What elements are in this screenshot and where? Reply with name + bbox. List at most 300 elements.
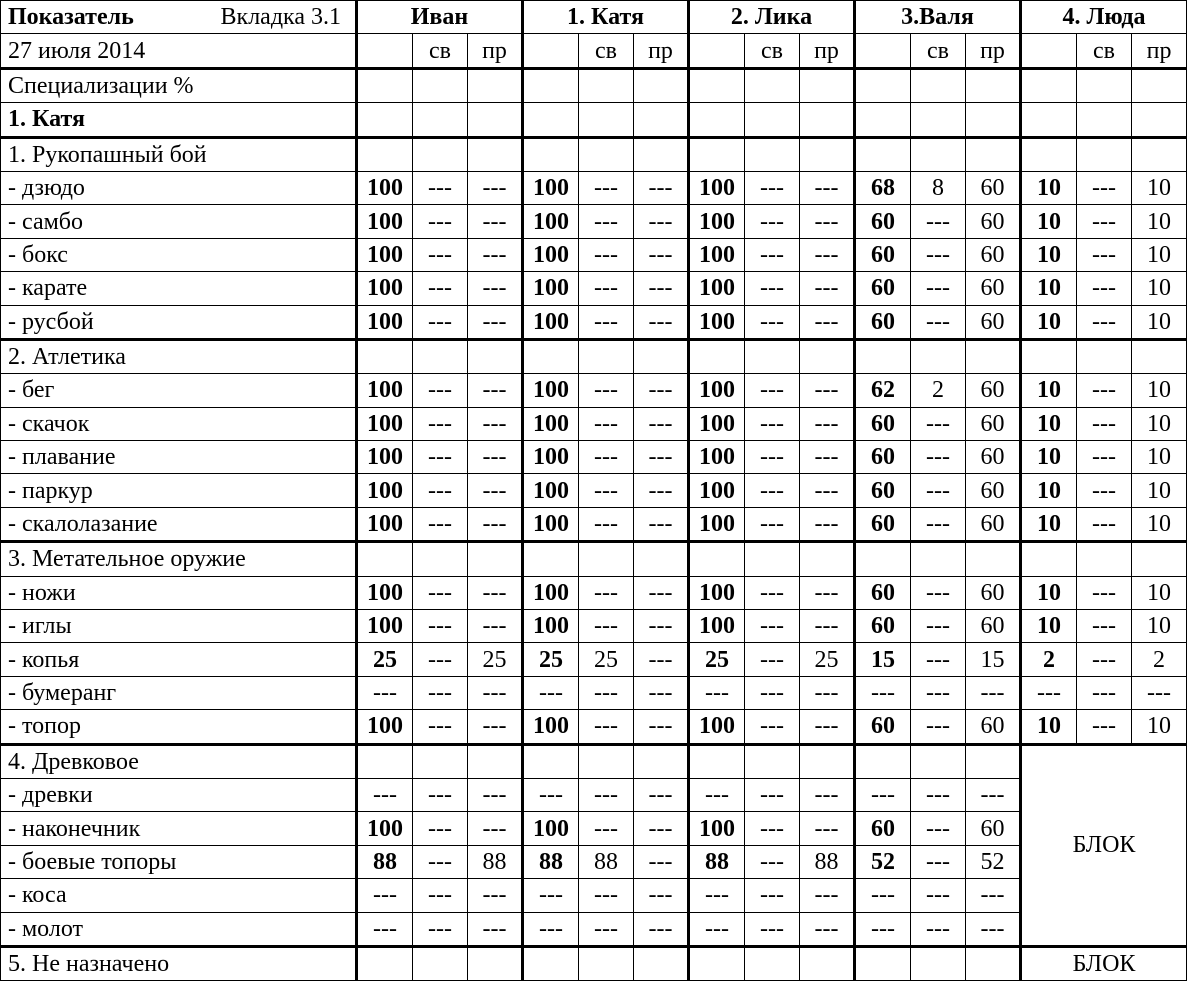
value-cell: --- [468,610,523,643]
value-cell [855,103,911,137]
subheader-blank [523,34,579,68]
value-cell: 10 [1021,710,1077,744]
value-cell: 88 [800,845,855,878]
value-cell: --- [800,879,855,912]
value-cell: --- [911,845,966,878]
value-cell: 60 [855,474,911,507]
value-cell [911,744,966,778]
value-cell: --- [745,374,800,407]
value-cell: --- [468,272,523,305]
row-label: - дзюдо [1,171,357,204]
value-cell: --- [413,305,468,339]
value-cell: --- [579,710,634,744]
value-cell: 100 [357,610,413,643]
value-cell: 100 [523,507,579,541]
value-cell: --- [1077,676,1132,709]
value-cell: --- [911,407,966,440]
value-cell: 10 [1132,374,1187,407]
value-cell: --- [413,845,468,878]
value-cell [911,68,966,102]
value-cell: --- [468,710,523,744]
value-cell [468,68,523,102]
value-cell: --- [413,171,468,204]
value-cell [1132,137,1187,171]
value-cell: 60 [966,205,1021,238]
value-cell: --- [745,643,800,676]
value-cell: --- [966,879,1021,912]
person-header: 1. Катя [523,1,689,34]
value-cell: --- [413,507,468,541]
value-cell: 100 [357,272,413,305]
value-cell: --- [413,441,468,474]
value-cell: 100 [357,374,413,407]
value-cell: 2 [1021,643,1077,676]
value-cell: --- [413,610,468,643]
value-cell: --- [1132,676,1187,709]
value-cell [468,103,523,137]
value-cell: 88 [579,845,634,878]
value-cell: 8 [911,171,966,204]
value-cell: 60 [855,610,911,643]
value-cell: 10 [1021,407,1077,440]
table-row [1,407,1187,440]
value-cell: 10 [1021,610,1077,643]
value-cell [1077,103,1132,137]
value-cell: --- [468,374,523,407]
value-cell: --- [634,441,689,474]
value-cell: --- [1077,643,1132,676]
value-cell [1077,137,1132,171]
table-row [1,576,1187,609]
value-cell: 100 [523,812,579,845]
value-cell: --- [579,272,634,305]
table-row [1,744,1187,778]
value-cell: --- [579,305,634,339]
value-cell: 60 [966,576,1021,609]
value-cell: --- [800,474,855,507]
value-cell: --- [468,305,523,339]
value-cell [855,542,911,576]
row-label: 2. Атлетика [1,339,357,373]
value-cell: --- [413,205,468,238]
value-cell: --- [911,778,966,811]
value-cell [468,137,523,171]
value-cell: --- [579,407,634,440]
row-label: - русбой [1,305,357,339]
value-cell [966,744,1021,778]
table-row [1,339,1187,373]
table-row [1,676,1187,709]
value-cell [800,103,855,137]
date-label: 27 июля 2014 [1,34,357,68]
value-cell: --- [634,610,689,643]
value-cell [468,339,523,373]
value-cell: 52 [855,845,911,878]
value-cell: --- [966,778,1021,811]
value-cell: 60 [855,238,911,271]
value-cell: --- [1077,272,1132,305]
value-cell: --- [357,778,413,811]
subheader-sv: св [579,34,634,68]
value-cell [1021,542,1077,576]
value-cell: --- [745,205,800,238]
value-cell [523,339,579,373]
value-cell: --- [1077,305,1132,339]
value-cell: --- [745,676,800,709]
person-header: 3.Валя [855,1,1021,34]
value-cell [855,68,911,102]
value-cell: 25 [468,643,523,676]
value-cell: --- [1077,205,1132,238]
table-row [1,68,1187,102]
table-row [1,946,1187,980]
value-cell: 100 [689,305,745,339]
value-cell: --- [689,676,745,709]
value-cell: --- [579,676,634,709]
value-cell [855,137,911,171]
value-cell: 100 [357,205,413,238]
value-cell: --- [413,812,468,845]
value-cell: --- [634,374,689,407]
value-cell: 60 [966,507,1021,541]
value-cell [689,339,745,373]
row-label: 1. Рукопашный бой [1,137,357,171]
value-cell: --- [745,812,800,845]
table-row [1,643,1187,676]
subheader-pr: пр [468,34,523,68]
value-cell: --- [357,879,413,912]
value-cell: 100 [523,441,579,474]
value-cell: --- [579,610,634,643]
value-cell: --- [634,676,689,709]
value-cell: 100 [523,610,579,643]
row-label: 4. Древковое [1,744,357,778]
person-header: Иван [357,1,523,34]
value-cell: --- [579,474,634,507]
value-cell: --- [911,812,966,845]
value-cell: 60 [966,171,1021,204]
value-cell [745,744,800,778]
value-cell [855,946,911,980]
value-cell [357,542,413,576]
value-cell [357,339,413,373]
value-cell [634,744,689,778]
value-cell: --- [800,407,855,440]
table-row [1,507,1187,541]
value-cell: 60 [855,576,911,609]
value-cell: --- [468,238,523,271]
value-cell [800,542,855,576]
value-cell: 100 [357,576,413,609]
value-cell: --- [468,171,523,204]
value-cell: --- [800,710,855,744]
subheader-sv: св [911,34,966,68]
value-cell: --- [579,374,634,407]
table-row [1,845,1187,878]
value-cell: 60 [855,710,911,744]
value-cell: --- [468,205,523,238]
value-cell [634,68,689,102]
table-body [1,68,1187,981]
value-cell: --- [468,912,523,946]
value-cell [523,137,579,171]
value-cell: --- [800,576,855,609]
value-cell: 100 [523,205,579,238]
row-label: - скачок [1,407,357,440]
value-cell: 100 [689,441,745,474]
value-cell: --- [579,205,634,238]
value-cell: 60 [855,441,911,474]
value-cell: 100 [357,305,413,339]
value-cell [745,339,800,373]
value-cell: --- [468,474,523,507]
value-cell [357,103,413,137]
value-cell [634,339,689,373]
value-cell: 10 [1132,474,1187,507]
value-cell: 10 [1021,441,1077,474]
value-cell: --- [523,912,579,946]
value-cell: --- [1077,610,1132,643]
value-cell [579,946,634,980]
value-cell: 88 [357,845,413,878]
subheader-blank [357,34,413,68]
value-cell: --- [911,238,966,271]
block-cell: БЛОК [1021,946,1187,980]
value-cell: 100 [523,576,579,609]
value-cell: --- [579,812,634,845]
value-cell: 60 [966,441,1021,474]
value-cell: --- [1021,676,1077,709]
table-row [1,103,1187,137]
value-cell [468,744,523,778]
value-cell: --- [1077,576,1132,609]
value-cell: 88 [523,845,579,878]
value-cell: 2 [911,374,966,407]
value-cell [357,68,413,102]
subheader-sv: св [745,34,800,68]
value-cell: 100 [689,474,745,507]
value-cell: --- [1077,507,1132,541]
value-cell: --- [523,879,579,912]
value-cell: 25 [800,643,855,676]
value-cell: 10 [1021,205,1077,238]
value-cell: --- [745,474,800,507]
value-cell: 100 [523,710,579,744]
subheader-blank [1021,34,1077,68]
value-cell: 100 [523,407,579,440]
value-cell: 60 [966,610,1021,643]
value-cell: 100 [523,272,579,305]
value-cell: --- [689,879,745,912]
row-label: - скалолазание [1,507,357,541]
value-cell: --- [800,610,855,643]
value-cell: --- [413,474,468,507]
value-cell [357,744,413,778]
value-cell: --- [800,171,855,204]
value-cell: 60 [855,272,911,305]
table-row [1,812,1187,845]
value-cell: --- [800,441,855,474]
row-label: - древки [1,778,357,811]
value-cell [800,744,855,778]
value-cell: --- [745,912,800,946]
value-cell: 100 [523,474,579,507]
value-cell: 25 [579,643,634,676]
value-cell [689,946,745,980]
value-cell: 100 [357,441,413,474]
value-cell: 10 [1132,171,1187,204]
value-cell: --- [855,676,911,709]
value-cell: --- [413,272,468,305]
row-label: 1. Катя [1,103,357,137]
value-cell: --- [911,305,966,339]
value-cell: 88 [689,845,745,878]
value-cell [579,339,634,373]
value-cell: --- [523,676,579,709]
table-row [1,171,1187,204]
value-cell: --- [1077,374,1132,407]
value-cell [1132,103,1187,137]
value-cell: --- [634,912,689,946]
value-cell: 68 [855,171,911,204]
row-label: - карате [1,272,357,305]
value-cell: --- [911,576,966,609]
value-cell: 10 [1132,710,1187,744]
value-cell: --- [911,474,966,507]
value-cell: --- [800,205,855,238]
value-cell [468,946,523,980]
value-cell: --- [357,676,413,709]
value-cell [357,137,413,171]
row-label: - наконечник [1,812,357,845]
row-label: - коса [1,879,357,912]
value-cell: 62 [855,374,911,407]
value-cell: --- [579,441,634,474]
value-cell: 60 [855,205,911,238]
value-cell: 60 [855,507,911,541]
value-cell: --- [579,912,634,946]
value-cell: --- [800,238,855,271]
value-cell: --- [855,778,911,811]
value-cell [579,542,634,576]
value-cell: --- [745,272,800,305]
value-cell [579,744,634,778]
value-cell [745,946,800,980]
value-cell: 100 [523,238,579,271]
value-cell: 10 [1021,474,1077,507]
value-cell: --- [1077,238,1132,271]
row-label: - паркур [1,474,357,507]
value-cell: --- [634,205,689,238]
value-cell: --- [745,171,800,204]
value-cell: 60 [966,474,1021,507]
value-cell: --- [745,238,800,271]
subheader-pr: пр [1132,34,1187,68]
subheader-pr: пр [634,34,689,68]
subheader-pr: пр [800,34,855,68]
value-cell [966,946,1021,980]
value-cell: 60 [966,812,1021,845]
value-cell: --- [634,576,689,609]
value-cell [911,339,966,373]
value-cell: 10 [1132,507,1187,541]
value-cell: --- [911,676,966,709]
value-cell: --- [413,710,468,744]
value-cell [1077,542,1132,576]
value-cell: 100 [357,812,413,845]
value-cell: --- [911,205,966,238]
value-cell: --- [966,676,1021,709]
value-cell [745,103,800,137]
value-cell: 10 [1132,441,1187,474]
subheader-blank [689,34,745,68]
value-cell: --- [689,912,745,946]
value-cell: --- [468,879,523,912]
value-cell: --- [745,610,800,643]
value-cell [800,946,855,980]
value-cell [966,542,1021,576]
value-cell: 60 [855,407,911,440]
value-cell [745,137,800,171]
person-header: 2. Лика [689,1,855,34]
value-cell: --- [634,171,689,204]
value-cell: --- [911,507,966,541]
subheader-sv: св [1077,34,1132,68]
value-cell: --- [468,407,523,440]
value-cell: 100 [357,171,413,204]
value-cell [413,68,468,102]
value-cell [1077,68,1132,102]
value-cell: 25 [689,643,745,676]
table-row [1,610,1187,643]
value-cell: --- [579,507,634,541]
value-cell: --- [800,305,855,339]
value-cell: 100 [689,576,745,609]
value-cell [413,946,468,980]
value-cell: --- [634,305,689,339]
value-cell: --- [745,305,800,339]
value-cell: 10 [1021,272,1077,305]
value-cell: 88 [468,845,523,878]
value-cell: --- [800,778,855,811]
value-cell: 100 [357,407,413,440]
value-cell [579,103,634,137]
value-cell: 15 [966,643,1021,676]
value-cell: 10 [1132,407,1187,440]
value-cell: 100 [689,812,745,845]
value-cell: 60 [855,305,911,339]
value-cell: --- [468,812,523,845]
value-cell: --- [634,272,689,305]
value-cell [1077,339,1132,373]
value-cell: 10 [1021,238,1077,271]
table-row [1,912,1187,946]
value-cell [1132,339,1187,373]
value-cell [1021,103,1077,137]
value-cell [579,137,634,171]
value-cell: 60 [966,305,1021,339]
value-cell: 100 [523,171,579,204]
subheader-sv: св [413,34,468,68]
table-row [1,272,1187,305]
header-row-sub [1,34,1187,68]
table-row [1,374,1187,407]
value-cell: 100 [689,507,745,541]
value-cell: 10 [1132,272,1187,305]
value-cell: 10 [1021,576,1077,609]
value-cell: --- [911,272,966,305]
value-cell [1021,68,1077,102]
